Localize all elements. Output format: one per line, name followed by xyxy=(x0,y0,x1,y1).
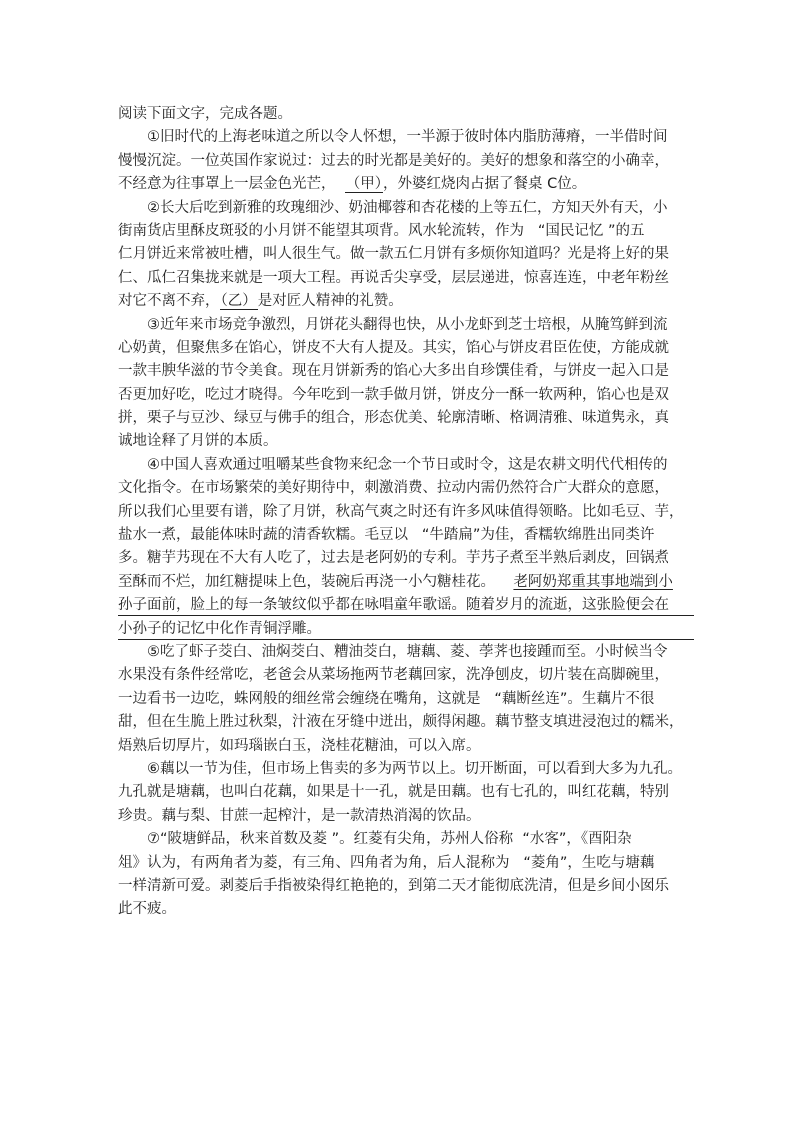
paragraph-5-line: 一边看书一边吃，蛛网般的细丝常会缠绕在嘴角，这就是 “藕断丝连”。生藕片不很 xyxy=(118,690,655,707)
paragraph-4-text: 至酥而不烂，加红糖提味上色，装碗后再浇一小勺糖桂花。 xyxy=(118,573,495,590)
paragraph-2-line xyxy=(118,290,678,313)
underlined-sentence: 老阿奶郑重其事地端到小 xyxy=(513,573,673,590)
paragraph-4-line: ④中国人喜欢通过咀嚼某些食物来纪念一个节日或时令，这是农耕文明代代相传的 xyxy=(147,456,668,473)
underlined-sentence: 小孙子的记忆中化作青铜浮雕。 xyxy=(118,619,694,640)
paragraph-2-line: ②长大后吃到新雅的玫瑰细沙、奶油椰蓉和杏花楼的上等五仁，方知天外有天，小 xyxy=(147,199,668,216)
paragraph-7-line: 此不疲。 xyxy=(118,901,176,918)
paragraph-1-text: ，外婆红烧肉占据了餐桌 C位。 xyxy=(382,176,587,193)
paragraph-4-line xyxy=(118,571,678,594)
paragraph-5-line: 焐熟后切厚片，如玛瑙嵌白玉，浇桂花糖油，可以入席。 xyxy=(118,737,481,754)
paragraph-7-line: ⑦“陂塘鲜品，秋来首数及菱 ”。红菱有尖角，苏州人俗称 “水客”，《酉阳杂 xyxy=(147,831,632,848)
paragraph-3-line: ③近年来市场竞争激烈，月饼花头翻得也快，从小龙虾到芝士培根，从腌笃鲜到流 xyxy=(147,316,668,333)
paragraph-4-line: 盐水一煮，最能体味时蔬的清香软糯。毛豆以 “牛踏扁”为佳，香糯软绵胜出同类许 xyxy=(118,527,655,544)
paragraph-4-line: 所以我们心里要有谱，除了月饼，秋高气爽之时还有许多风味值得领略。比如毛豆、芋， xyxy=(118,503,684,520)
paragraph-4-line: 多。糖芋艿现在不大有人吃了，过去是老阿奶的专利。芋艿子煮至半熟后剥皮，回锅煮 xyxy=(118,550,669,567)
paragraph-3-line: 一款丰腴华滋的节令美食。现在月饼新秀的馅心大多出自珍馔佳肴，与饼皮一起入口是 xyxy=(118,363,669,380)
paragraph-1-text: 不经意为往事罩上一层金色光芒， xyxy=(118,176,336,193)
paragraph-3-line: 心奶黄，但聚焦多在馅心，饼皮不大有人提及。其实，馅心与饼皮君臣佐使，方能成就 xyxy=(118,339,669,356)
paragraph-5-line: 水果没有条件经常吃，老爸会从菜场拖两节老藕回家，洗净刨皮，切片装在高脚碗里， xyxy=(118,667,669,684)
paragraph-2-line: 仁、瓜仁召集拢来就是一项大工程。再说舌尖享受，层层递进，惊喜连连，中老年粉丝 xyxy=(118,269,669,286)
instruction-line: 阅读下面文字，完成各题。 xyxy=(118,106,292,122)
blank-yi: （乙） xyxy=(220,293,257,310)
paragraph-6-line: 珍贵。藕与梨、甘蔗一起榨汁，是一款清热消渴的饮品。 xyxy=(118,807,481,824)
paragraph-2-text: 对它不离不弃， xyxy=(118,293,220,310)
paragraph-1-line xyxy=(118,173,678,196)
paragraph-4-line xyxy=(118,618,678,641)
paragraph-4-line xyxy=(118,594,678,617)
underlined-sentence: 孙子面前，脸上的每一条皱纹似乎都在咏唱童年歌谣。随着岁月的流逝，这张脸便会在 xyxy=(118,595,694,616)
paragraph-1-line: 慢慢沉淀。一位英国作家说过：过去的时光都是美好的。美好的想象和落空的小确幸， xyxy=(118,152,669,169)
paragraph-4-line: 文化指令。在市场繁荣的美好期待中，刺激消费、拉动内需仍然符合广大群众的意愿， xyxy=(118,480,669,497)
paragraph-3-line: 拼，栗子与豆沙、绿豆与佛手的组合，形态优美、轮廓清晰、格调清雅、味道隽永，真 xyxy=(118,410,669,427)
paragraph-1-line: ①旧时代的上海老味道之所以令人怀想，一半源于彼时体内脂肪薄瘠，一半借时间 xyxy=(147,129,668,146)
paragraph-6-line: ⑥藕以一节为佳，但市场上售卖的多为两节以上。切开断面，可以看到大多为九孔。 xyxy=(147,760,682,777)
paragraph-5-line: 甜，但在生脆上胜过秋梨，汁液在牙缝中迸出，颇得闲趣。藕节整支填进浸泡过的糯米， xyxy=(118,714,684,731)
paragraph-2-line: 仁月饼近来常被吐槽，叫人很生气。做一款五仁月饼有多烦你知道吗？光是将上好的果 xyxy=(118,246,669,263)
paragraph-7-line: 俎》认为，有两角者为菱，有三角、四角者为角，后人混称为 “菱角”，生吃与塘藕 xyxy=(118,854,655,871)
paragraph-7-line: 一样清新可爱。剥菱后手指被染得红艳艳的，到第二天才能彻底洗清，但是乡间小囡乐 xyxy=(118,877,669,894)
paragraph-2-text: 是对匠人精神的礼赞。 xyxy=(257,293,403,310)
paragraph-5-line: ⑤吃了虾子茭白、油焖茭白、糟油茭白，塘藕、菱、荸荠也接踵而至。小时候当令 xyxy=(147,643,668,660)
paragraph-2-line: 街南货店里酥皮斑驳的小月饼不能望其项背。风水轮流转，作为 “国民记忆 ”的五 xyxy=(118,222,645,239)
paragraph-3-line: 否更加好吃，吃过才晓得。今年吃到一款手做月饼，饼皮分一酥一软两种，馅心也是双 xyxy=(118,386,669,403)
paragraph-6-line: 九孔就是塘藕，也叫白花藕，如果是十一孔，就是田藕。也有七孔的，叫红花藕，特别 xyxy=(118,784,669,801)
blank-jia: （甲） xyxy=(345,176,382,193)
document-page xyxy=(118,103,684,922)
paragraph-3-line: 诚地诠释了月饼的本质。 xyxy=(118,433,278,450)
